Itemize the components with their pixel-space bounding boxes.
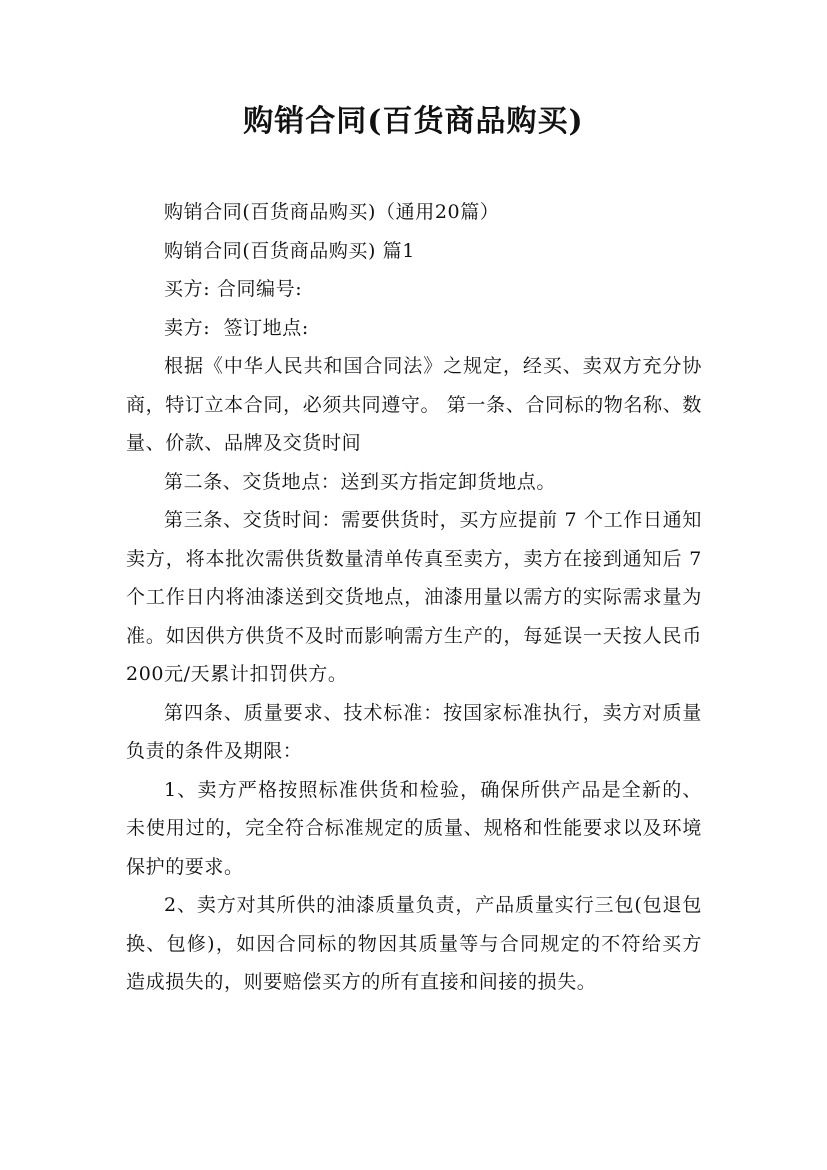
paragraph-buyer-line: 买方: 合同编号: (164, 278, 303, 300)
paragraph-article-4: 第四条、质量要求、技术标准：按国家标准执行，卖方对质量负责的条件及期限： (126, 701, 702, 762)
paragraph-subtitle: 购销合同(百货商品购买)（通用20篇） (164, 201, 500, 223)
paragraph-article-2: 第二条、交货地点：送到买方指定卸货地点。 (164, 470, 557, 493)
paragraph-seller-line: 卖方: 签订地点: (164, 316, 309, 339)
paragraph-clause-1: 1、卖方严格按照标准供货和检验，确保所供产品是全新的、未使用过的，完全符合标准规定的质量、规格和性能要求以及环境保护的要求。 (126, 778, 702, 878)
document-title: 购销合同(百货商品购买) (243, 104, 584, 139)
paragraph-article-3: 第三条、交货时间：需要供货时，买方应提前 7 个工作日通知卖方，将本批次需供货数量清单传真至卖方，卖方在接到通知后 7个工作日内将油漆送到交货地点，油漆用量以需方的实际需求量为准。如因供方供货不及时而影响需方生产的，每延误一天按人民币200元/天累计扣罚供方。 (126, 509, 702, 685)
paragraph-section-heading: 购销合同(百货商品购买) 篇1 (164, 239, 415, 262)
paragraph-preamble: 根据《中华人民共和国合同法》之规定，经买、卖双方充分协商，特订立本合同，必须共同遵守。 第一条、合同标的物名称、数量、价款、品牌及交货时间 (126, 355, 702, 454)
document-body (126, 193, 702, 1002)
paragraph-clause-2: 2、卖方对其所供的油漆质量负责，产品质量实行三包(包退包换、包修)，如因合同标的物因其质量等与合同规定的不符给买方造成损失的，则要赔偿买方的所有直接和间接的损失。 (126, 894, 702, 993)
